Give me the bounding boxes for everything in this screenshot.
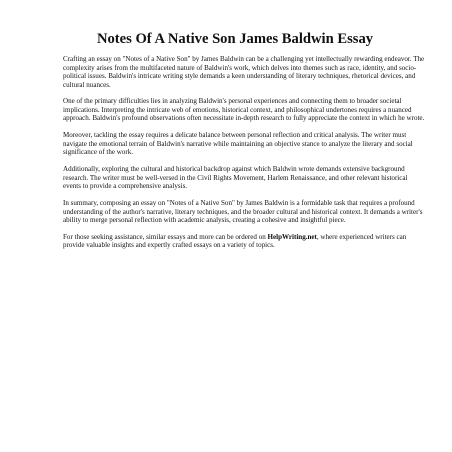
paragraph-closing	[63, 233, 425, 250]
paragraph-intro: Crafting an essay on "Notes of a Native Son" by James Baldwin can be a challenging yet intellectually rewarding endeavor. The complexity arises from the multifaceted nature of Baldwin's work, which delves into themes such as race, identity, and socio-political issues. Baldwin's intricate writing style demands a keen understanding of literary techniques, rhetorical devices, and cultural nuances.	[63, 55, 425, 89]
closing-text-before: For those seeking assistance, similar essays and more can be ordered on	[63, 232, 268, 241]
document-body	[63, 55, 425, 258]
document-title: Notes Of A Native Son James Baldwin Essay	[96, 31, 374, 47]
paragraph-summary: In summary, composing an essay on "Notes of a Native Son" by James Baldwin is a formidable task that requires a profound understanding of the author's narrative, literary techniques, and the broader cultural and historical context. It demands a writer's ability to merge personal reflection with academic analysis, creating a cohesive and insightful piece.	[63, 199, 423, 225]
paragraph-background: Additionally, exploring the cultural and historical backdrop against which Baldwin wrote demands extensive background research. The writer must be well-versed in the Civil Rights Movement, Harlem Renaissance, and other relevant historical events to provide a comprehensive analysis.	[63, 165, 408, 191]
helpwriting-link[interactable]: HelpWriting.net	[267, 232, 317, 241]
paragraph-balance: Moreover, tackling the essay requires a delicate balance between personal reflection and critical analysis. The writer must navigate the emotional terrain of Baldwin's narrative while maintaining an objective stance to analyze the literary and social significance of the work.	[63, 131, 413, 157]
paragraph-difficulties: One of the primary difficulties lies in analyzing Baldwin's personal experiences and connecting them to broader societal implications. Interpreting the intricate web of emotions, historical context, and philosophical undertones requires a nuanced approach. Baldwin's profound observations often necessitate in-depth research to fully appreciate the context in which he wrote.	[63, 97, 425, 123]
closing-text-after: , where experienced writers can provide valuable insights and expertly crafted essays on a variety of topics.	[63, 232, 407, 250]
